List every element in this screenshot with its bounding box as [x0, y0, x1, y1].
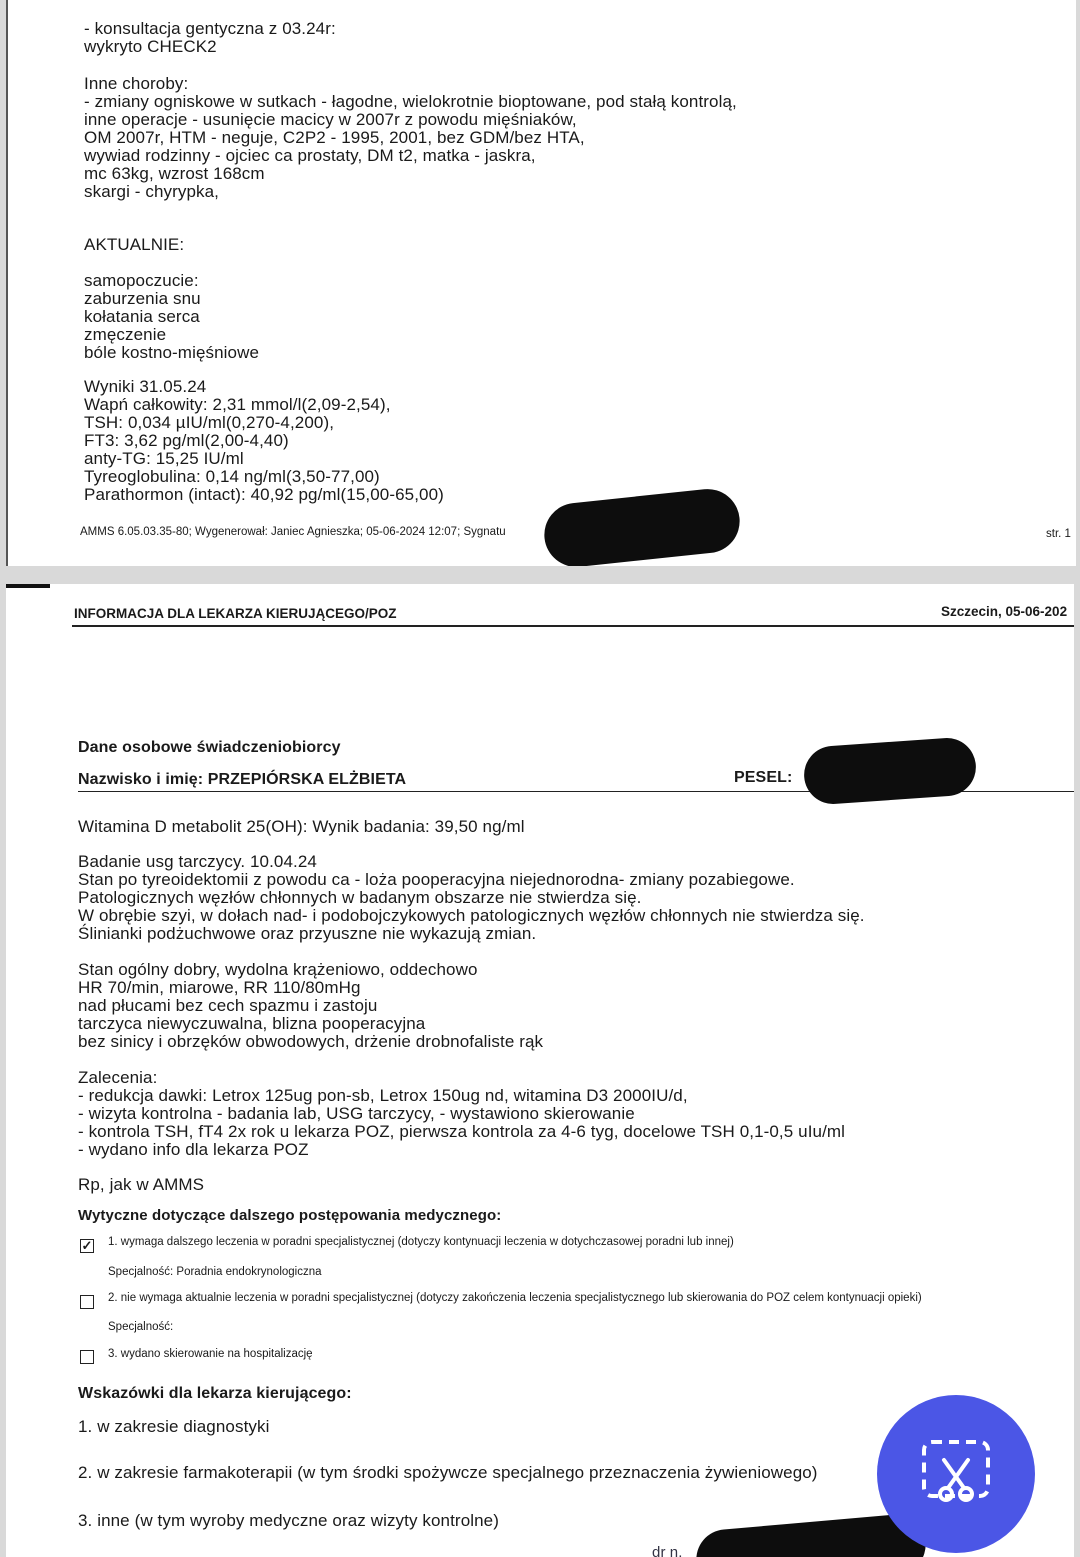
page-corner-mark — [6, 584, 50, 588]
recommendation-item: - kontrola TSH, fT4 2x rok u lekarza POZ, pierwsza kontrola za 4-6 tyg, docelowe TSH 0,1-0,5 uIu/ml — [78, 1122, 846, 1141]
hint-item: 1. w zakresie diagnostyki — [78, 1417, 270, 1436]
patient-name: Nazwisko i imię: PRZEPIÓRSKA ELŻBIETA — [78, 771, 407, 788]
text-line: bóle kostno-mięśniowe — [84, 343, 260, 362]
text-line: W obrębie szyi, w dołach nad- i podobojczykowych patologicznych węzłów chłonnych nie stwierdza się. — [78, 906, 865, 925]
guideline-option-3: 3. wydano skierowanie na hospitalizację — [108, 1348, 313, 1360]
guideline-option-1: 1. wymaga dalszego leczenia w poradni specjalistycznej (dotyczy kontynuacji leczenia w dotychczasowej poradni lub innej) — [108, 1236, 734, 1248]
text-line: samopoczucie: — [84, 271, 199, 290]
header-divider — [72, 625, 1074, 627]
text-line: Patologicznych węzłów chłonnych w badanym obszarze nie stwierdza się. — [78, 888, 642, 907]
lab-result: FT3: 3,62 pg/ml(2,00-4,40) — [84, 431, 289, 450]
text-line: - konsultacja gentyczna z 03.24r: — [84, 19, 336, 38]
text-line: kołatania serca — [84, 307, 200, 326]
lab-result: Parathormon (intact): 40,92 pg/ml(15,00-65,00) — [84, 485, 444, 504]
screenshot-scissors-icon — [920, 1438, 992, 1510]
text-line: Inne choroby: — [84, 74, 189, 93]
text-line: Ślinianki podżuchwowe oraz przyuszne nie wykazują zmian. — [78, 924, 537, 943]
hint-item: 3. inne (w tym wyroby medyczne oraz wizyty kontrolne) — [78, 1511, 499, 1530]
page-number: str. 1 — [1046, 528, 1071, 540]
guideline-checkbox-1[interactable]: ✓ — [81, 1238, 93, 1253]
text-line: wywiad rodzinny - ojciec ca prostaty, DM t2, matka - jaskra, — [84, 146, 536, 165]
recommendation-item: - wizyta kontrolna - badania lab, USG tarczycy, - wystawiono skierowanie — [78, 1104, 635, 1123]
redaction-mark — [541, 486, 743, 566]
text-line: Zalecenia: — [78, 1068, 158, 1087]
specialty-1: Specjalność: Poradnia endokrynologiczna — [108, 1266, 322, 1278]
page-header-date: Szczecin, 05-06-202 — [941, 604, 1068, 619]
text-line: inne operacje - usunięcie macicy w 2007r z powodu mięśniaków, — [84, 110, 577, 129]
guideline-option-2: 2. nie wymaga aktualnie leczenia w poradni specjalistycznej (dotyczy zakończenia leczenia specjalistycznego lub skierowania do POZ celem kontynuacji opieki) — [108, 1292, 922, 1304]
lab-result: anty-TG: 15,25 IU/ml — [84, 449, 244, 468]
text-line: zmęczenie — [84, 325, 167, 344]
recommendation-item: - wydano info dla lekarza POZ — [78, 1140, 309, 1159]
page-footer: AMMS 6.05.03.35-80; Wygenerował: Janiec Agnieszka; 05-06-2024 12:07; Sygnatu — [80, 526, 506, 538]
screenshot-edit-button[interactable] — [877, 1395, 1035, 1553]
lab-result: TSH: 0,034 µIU/ml(0,270-4,200), — [84, 413, 335, 432]
guideline-checkbox-3[interactable] — [80, 1350, 94, 1364]
page-header-title: INFORMACJA DLA LEKARZA KIERUJĄCEGO/POZ — [74, 606, 397, 621]
text-line: mc 63kg, wzrost 168cm — [84, 164, 265, 183]
text-line: tarczyca niewyczuwalna, blizna pooperacyjna — [78, 1014, 426, 1033]
lab-result: Wapń całkowity: 2,31 mmol/l(2,09-2,54), — [84, 395, 391, 414]
guideline-checkbox-2[interactable] — [80, 1295, 94, 1309]
text-line: wykryto CHECK2 — [84, 37, 217, 56]
text-line: Badanie usg tarczycy. 10.04.24 — [78, 852, 317, 871]
text-line: Witamina D metabolit 25(OH): Wynik badania: 39,50 ng/ml — [78, 817, 525, 836]
section-heading: Dane osobowe świadczeniobiorcy — [78, 739, 341, 756]
recommendation-item: - redukcja dawki: Letrox 125ug pon-sb, Letrox 150ug nd, witamina D3 2000IU/d, — [78, 1086, 688, 1105]
lab-result: Tyreoglobulina: 0,14 ng/ml(3,50-77,00) — [84, 467, 380, 486]
text-line: skargi - chyrypka, — [84, 182, 220, 201]
text-line: Stan ogólny dobry, wydolna krążeniowo, oddechowo — [78, 960, 478, 979]
text-line: bez sinicy i obrzęków obwodowych, drżenie drobnofaliste rąk — [78, 1032, 544, 1051]
text-line: Wyniki 31.05.24 — [84, 377, 207, 396]
hints-heading: Wskazówki dla lekarza kierującego: — [78, 1385, 352, 1402]
document-page-1 — [6, 0, 1076, 566]
text-line: zaburzenia snu — [84, 289, 201, 308]
section-heading: AKTUALNIE: — [84, 235, 185, 254]
text-line: - zmiany ogniskowe w sutkach - łagodne, wielokrotnie bioptowane, pod stałą kontrolą, — [84, 92, 737, 111]
redaction-mark — [802, 736, 978, 806]
pesel-label: PESEL: — [734, 769, 793, 786]
specialty-2: Specjalność: — [108, 1321, 174, 1333]
text-line: Stan po tyreoidektomii z powodu ca - loża pooperacyjna niejednorodna- zmiany pozabiegowe. — [78, 870, 795, 889]
text-line: HR 70/min, miarowe, RR 110/80mHg — [78, 978, 361, 997]
text-line: Rp, jak w AMMS — [78, 1175, 205, 1194]
guidelines-heading: Wytyczne dotyczące dalszego postępowania medycznego: — [78, 1207, 502, 1224]
hint-item: 2. w zakresie farmakoterapii (w tym środki spożywcze specjalnego przeznaczenia żywieniowego) — [78, 1463, 818, 1482]
text-line: nad płucami bez cech spazmu i zastoju — [78, 996, 378, 1015]
text-line: OM 2007r, HTM - neguje, C2P2 - 1995, 2001, bez GDM/bez HTA, — [84, 128, 585, 147]
signature-fragment: dr n. — [652, 1544, 683, 1557]
